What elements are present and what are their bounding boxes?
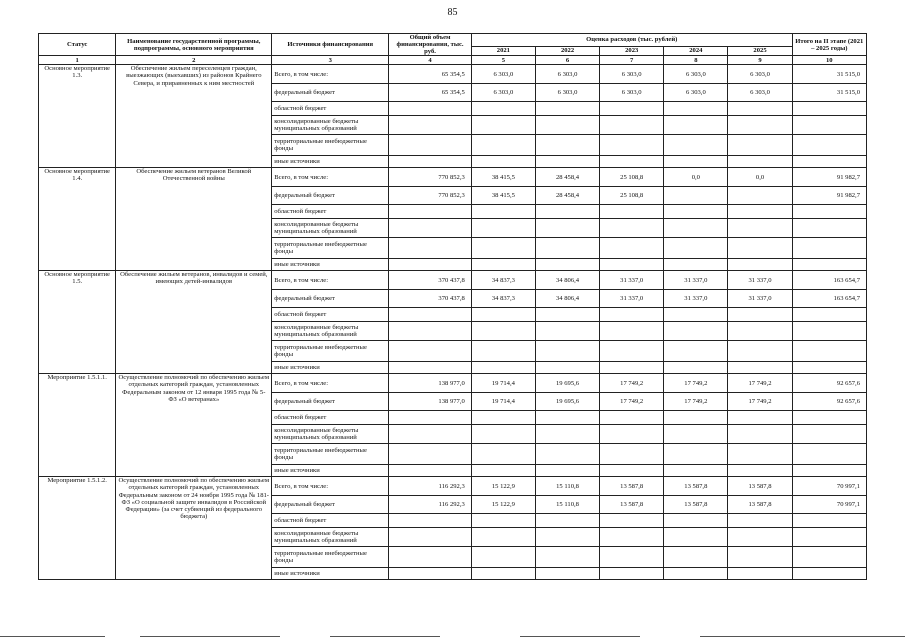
value-cell <box>664 547 728 568</box>
value-cell: 6 303,0 <box>471 84 535 102</box>
value-cell <box>471 238 535 259</box>
header-year: 2023 <box>600 46 664 56</box>
value-cell <box>728 411 792 425</box>
value-cell: 6 303,0 <box>471 65 535 84</box>
bottom-rule <box>700 636 905 637</box>
table-row <box>39 477 867 496</box>
source-label: территориальные внебюджетные фонды <box>272 238 389 259</box>
value-cell: 31 337,0 <box>664 290 728 308</box>
value-cell <box>792 362 866 374</box>
value-cell: 17 749,2 <box>600 393 664 411</box>
value-cell <box>664 238 728 259</box>
value-cell <box>535 238 599 259</box>
header-status: Статус <box>39 34 116 56</box>
value-cell <box>600 425 664 444</box>
header-year: 2024 <box>664 46 728 56</box>
value-cell <box>471 362 535 374</box>
value-cell: 6 303,0 <box>600 65 664 84</box>
source-label: Всего, в том числе: <box>272 168 389 187</box>
bottom-rule <box>520 636 640 637</box>
value-cell: 370 437,8 <box>389 290 471 308</box>
value-cell <box>389 411 471 425</box>
value-cell <box>664 411 728 425</box>
value-cell <box>728 322 792 341</box>
value-cell <box>792 102 866 116</box>
value-cell: 92 657,6 <box>792 393 866 411</box>
value-cell <box>728 187 792 205</box>
value-cell <box>792 411 866 425</box>
source-label: консолидированные бюджеты муниципальных образований <box>272 116 389 135</box>
column-number: 2 <box>116 56 272 65</box>
value-cell <box>600 444 664 465</box>
header-total: Общий объем финансирования, тыс. руб. <box>389 34 471 56</box>
value-cell: 17 749,2 <box>728 393 792 411</box>
source-label: консолидированные бюджеты муниципальных образований <box>272 425 389 444</box>
value-cell <box>728 568 792 580</box>
value-cell <box>389 219 471 238</box>
value-cell: 138 977,0 <box>389 393 471 411</box>
column-number: 3 <box>272 56 389 65</box>
value-cell <box>792 219 866 238</box>
column-number: 4 <box>389 56 471 65</box>
value-cell: 770 852,3 <box>389 168 471 187</box>
value-cell <box>389 547 471 568</box>
value-cell: 13 587,8 <box>728 477 792 496</box>
source-label: областной бюджет <box>272 514 389 528</box>
row-name: Обеспечение жильем переселенцев граждан, выезжающих (выехавших) из районов Крайнего Севера, и приравненных к ним местностей <box>116 65 272 168</box>
header-year: 2021 <box>471 46 535 56</box>
value-cell <box>535 322 599 341</box>
value-cell <box>600 219 664 238</box>
value-cell: 13 587,8 <box>728 496 792 514</box>
value-cell <box>471 568 535 580</box>
header-source: Источники финансирования <box>272 34 389 56</box>
bottom-rule <box>140 636 280 637</box>
value-cell <box>728 219 792 238</box>
column-number: 1 <box>39 56 116 65</box>
value-cell <box>728 444 792 465</box>
value-cell <box>535 116 599 135</box>
value-cell: 163 654,7 <box>792 271 866 290</box>
value-cell <box>389 308 471 322</box>
value-cell <box>600 514 664 528</box>
budget-table <box>38 33 867 580</box>
value-cell <box>600 205 664 219</box>
value-cell <box>792 425 866 444</box>
value-cell <box>664 362 728 374</box>
value-cell <box>728 547 792 568</box>
value-cell <box>664 444 728 465</box>
table-row <box>39 374 867 393</box>
value-cell <box>535 341 599 362</box>
source-label: областной бюджет <box>272 102 389 116</box>
value-cell: 31 337,0 <box>728 290 792 308</box>
source-label: консолидированные бюджеты муниципальных образований <box>272 322 389 341</box>
value-cell <box>535 308 599 322</box>
source-label: территориальные внебюджетные фонды <box>272 547 389 568</box>
header-year: 2025 <box>728 46 792 56</box>
value-cell: 116 292,3 <box>389 496 471 514</box>
value-cell: 6 303,0 <box>664 65 728 84</box>
value-cell <box>389 362 471 374</box>
value-cell <box>664 259 728 271</box>
value-cell: 17 749,2 <box>664 393 728 411</box>
row-status: Мероприятие 1.5.1.2. <box>39 477 116 580</box>
table-header <box>39 34 867 65</box>
value-cell: 38 415,5 <box>471 187 535 205</box>
value-cell <box>664 308 728 322</box>
source-label: иные источники <box>272 156 389 168</box>
source-label: Всего, в том числе: <box>272 374 389 393</box>
value-cell: 13 587,8 <box>664 477 728 496</box>
row-name: Осуществление полномочий по обеспечению жильем отдельных категорий граждан, установленных Федеральным законом от 12 января 1995 года № 5-ФЗ «О ветеранах» <box>116 374 272 477</box>
value-cell <box>535 465 599 477</box>
source-label: областной бюджет <box>272 308 389 322</box>
value-cell <box>471 116 535 135</box>
value-cell <box>471 411 535 425</box>
value-cell <box>535 568 599 580</box>
value-cell: 15 110,8 <box>535 496 599 514</box>
value-cell <box>728 135 792 156</box>
value-cell: 15 110,8 <box>535 477 599 496</box>
value-cell: 6 303,0 <box>728 65 792 84</box>
value-cell <box>728 205 792 219</box>
value-cell <box>664 156 728 168</box>
value-cell: 65 354,5 <box>389 84 471 102</box>
value-cell: 92 657,6 <box>792 374 866 393</box>
row-status: Основное мероприятие 1.5. <box>39 271 116 374</box>
value-cell <box>389 205 471 219</box>
value-cell <box>471 341 535 362</box>
value-cell: 91 982,7 <box>792 168 866 187</box>
value-cell <box>792 135 866 156</box>
row-status: Основное мероприятие 1.4. <box>39 168 116 271</box>
value-cell <box>535 362 599 374</box>
value-cell <box>728 259 792 271</box>
value-cell: 163 654,7 <box>792 290 866 308</box>
value-cell <box>389 156 471 168</box>
value-cell: 6 303,0 <box>728 84 792 102</box>
source-label: территориальные внебюджетные фонды <box>272 341 389 362</box>
value-cell <box>664 135 728 156</box>
value-cell <box>471 205 535 219</box>
value-cell <box>535 102 599 116</box>
value-cell <box>792 322 866 341</box>
value-cell: 19 695,6 <box>535 393 599 411</box>
value-cell <box>664 322 728 341</box>
source-label: федеральный бюджет <box>272 393 389 411</box>
value-cell: 19 695,6 <box>535 374 599 393</box>
value-cell <box>600 308 664 322</box>
source-label: иные источники <box>272 568 389 580</box>
source-label: Всего, в том числе: <box>272 271 389 290</box>
value-cell <box>792 514 866 528</box>
value-cell <box>600 322 664 341</box>
value-cell: 34 837,3 <box>471 271 535 290</box>
value-cell <box>471 259 535 271</box>
source-label: федеральный бюджет <box>272 290 389 308</box>
value-cell <box>664 465 728 477</box>
value-cell: 70 997,1 <box>792 477 866 496</box>
bottom-rule <box>330 636 440 637</box>
header-estimate: Оценка расходов (тыс. рублей) <box>471 34 792 47</box>
value-cell <box>389 116 471 135</box>
value-cell: 0,0 <box>728 168 792 187</box>
value-cell <box>792 259 866 271</box>
row-name: Обеспечение жильем ветеранов, инвалидов и семей, имеющих детей-инвалидов <box>116 271 272 374</box>
value-cell <box>471 156 535 168</box>
value-cell <box>389 259 471 271</box>
value-cell <box>664 341 728 362</box>
value-cell: 70 997,1 <box>792 496 866 514</box>
value-cell <box>389 528 471 547</box>
value-cell <box>728 156 792 168</box>
value-cell <box>792 308 866 322</box>
value-cell <box>600 568 664 580</box>
value-cell <box>471 528 535 547</box>
value-cell <box>792 205 866 219</box>
source-label: федеральный бюджет <box>272 496 389 514</box>
value-cell <box>535 219 599 238</box>
value-cell <box>600 102 664 116</box>
source-label: консолидированные бюджеты муниципальных образований <box>272 528 389 547</box>
value-cell <box>389 135 471 156</box>
value-cell <box>728 514 792 528</box>
source-label: иные источники <box>272 465 389 477</box>
value-cell <box>389 425 471 444</box>
value-cell: 91 982,7 <box>792 187 866 205</box>
value-cell <box>389 341 471 362</box>
value-cell <box>389 238 471 259</box>
value-cell <box>792 528 866 547</box>
source-label: Всего, в том числе: <box>272 477 389 496</box>
value-cell <box>471 135 535 156</box>
value-cell: 28 458,4 <box>535 187 599 205</box>
value-cell <box>728 341 792 362</box>
column-number: 7 <box>600 56 664 65</box>
value-cell <box>792 465 866 477</box>
value-cell <box>792 156 866 168</box>
value-cell <box>728 116 792 135</box>
value-cell <box>389 514 471 528</box>
value-cell <box>535 425 599 444</box>
column-number: 8 <box>664 56 728 65</box>
value-cell <box>389 465 471 477</box>
value-cell <box>389 568 471 580</box>
row-name: Обеспечение жильем ветеранов Великой Отечественной войны <box>116 168 272 271</box>
value-cell <box>471 425 535 444</box>
value-cell: 15 122,9 <box>471 477 535 496</box>
value-cell <box>389 322 471 341</box>
value-cell <box>664 205 728 219</box>
value-cell <box>600 341 664 362</box>
value-cell <box>600 547 664 568</box>
value-cell <box>600 116 664 135</box>
value-cell <box>664 116 728 135</box>
value-cell <box>728 102 792 116</box>
value-cell <box>664 102 728 116</box>
value-cell <box>535 514 599 528</box>
value-cell <box>600 465 664 477</box>
header-stage-total: Итого на II этапе (2021 – 2025 годы) <box>792 34 866 56</box>
source-label: территориальные внебюджетные фонды <box>272 444 389 465</box>
value-cell: 34 837,3 <box>471 290 535 308</box>
row-name: Осуществление полномочий по обеспечению жильем отдельных категорий граждан, установленных Федеральным законом от 24 ноября 1995 года № 181-ФЗ «О социальной защите инвалидов в Российской Федерации» (за счет субвенций из федерального бюджета) <box>116 477 272 580</box>
source-label: иные источники <box>272 362 389 374</box>
value-cell: 31 515,0 <box>792 84 866 102</box>
value-cell: 6 303,0 <box>600 84 664 102</box>
value-cell: 31 515,0 <box>792 65 866 84</box>
value-cell: 31 337,0 <box>600 290 664 308</box>
value-cell <box>664 514 728 528</box>
value-cell <box>471 308 535 322</box>
value-cell: 116 292,3 <box>389 477 471 496</box>
value-cell <box>792 341 866 362</box>
value-cell <box>600 156 664 168</box>
value-cell: 17 749,2 <box>728 374 792 393</box>
page-number: 85 <box>447 7 458 18</box>
column-number: 5 <box>471 56 535 65</box>
source-label: иные источники <box>272 259 389 271</box>
value-cell <box>792 238 866 259</box>
value-cell: 38 415,5 <box>471 168 535 187</box>
value-cell <box>535 135 599 156</box>
source-label: федеральный бюджет <box>272 187 389 205</box>
value-cell <box>471 444 535 465</box>
value-cell <box>600 259 664 271</box>
column-number: 9 <box>728 56 792 65</box>
value-cell <box>792 116 866 135</box>
column-number-row <box>39 56 867 65</box>
value-cell <box>535 205 599 219</box>
value-cell <box>389 102 471 116</box>
value-cell: 13 587,8 <box>600 477 664 496</box>
value-cell: 25 108,8 <box>600 187 664 205</box>
value-cell <box>535 259 599 271</box>
column-number: 10 <box>792 56 866 65</box>
value-cell <box>728 362 792 374</box>
value-cell <box>535 444 599 465</box>
value-cell: 19 714,4 <box>471 374 535 393</box>
value-cell <box>664 568 728 580</box>
value-cell: 31 337,0 <box>664 271 728 290</box>
value-cell <box>728 465 792 477</box>
value-cell <box>792 568 866 580</box>
value-cell: 6 303,0 <box>535 84 599 102</box>
value-cell: 34 806,4 <box>535 271 599 290</box>
value-cell: 13 587,8 <box>600 496 664 514</box>
source-label: областной бюджет <box>272 205 389 219</box>
source-label: областной бюджет <box>272 411 389 425</box>
value-cell: 370 437,8 <box>389 271 471 290</box>
value-cell: 770 852,3 <box>389 187 471 205</box>
value-cell <box>728 425 792 444</box>
value-cell <box>535 528 599 547</box>
source-label: территориальные внебюджетные фонды <box>272 135 389 156</box>
source-label: Всего, в том числе: <box>272 65 389 84</box>
header-year: 2022 <box>535 46 599 56</box>
value-cell: 25 108,8 <box>600 168 664 187</box>
row-status: Основное мероприятие 1.3. <box>39 65 116 168</box>
value-cell <box>600 362 664 374</box>
value-cell <box>600 411 664 425</box>
header-name: Наименование государственной программы, подпрограммы, основного мероприятия <box>116 34 272 56</box>
value-cell <box>792 547 866 568</box>
value-cell <box>600 135 664 156</box>
value-cell: 6 303,0 <box>535 65 599 84</box>
value-cell: 0,0 <box>664 168 728 187</box>
value-cell <box>600 238 664 259</box>
source-label: консолидированные бюджеты муниципальных образований <box>272 219 389 238</box>
value-cell <box>600 528 664 547</box>
value-cell <box>728 238 792 259</box>
value-cell: 17 749,2 <box>600 374 664 393</box>
value-cell <box>792 444 866 465</box>
value-cell <box>535 547 599 568</box>
value-cell: 31 337,0 <box>600 271 664 290</box>
value-cell <box>471 219 535 238</box>
value-cell <box>389 444 471 465</box>
value-cell <box>471 514 535 528</box>
value-cell: 138 977,0 <box>389 374 471 393</box>
value-cell: 15 122,9 <box>471 496 535 514</box>
value-cell <box>535 156 599 168</box>
value-cell: 28 458,4 <box>535 168 599 187</box>
value-cell: 13 587,8 <box>664 496 728 514</box>
value-cell: 17 749,2 <box>664 374 728 393</box>
value-cell <box>664 528 728 547</box>
value-cell: 6 303,0 <box>664 84 728 102</box>
table-row <box>39 65 867 84</box>
value-cell <box>471 547 535 568</box>
value-cell: 31 337,0 <box>728 271 792 290</box>
row-status: Мероприятие 1.5.1.1. <box>39 374 116 477</box>
value-cell <box>664 425 728 444</box>
source-label: федеральный бюджет <box>272 84 389 102</box>
value-cell <box>728 528 792 547</box>
table-row <box>39 271 867 290</box>
value-cell <box>664 219 728 238</box>
column-number: 6 <box>535 56 599 65</box>
value-cell <box>664 187 728 205</box>
table-body <box>39 65 867 580</box>
value-cell: 19 714,4 <box>471 393 535 411</box>
bottom-rule <box>0 636 105 637</box>
value-cell <box>471 465 535 477</box>
value-cell <box>535 411 599 425</box>
value-cell <box>728 308 792 322</box>
value-cell <box>471 102 535 116</box>
value-cell: 34 806,4 <box>535 290 599 308</box>
table-row <box>39 168 867 187</box>
value-cell: 65 354,5 <box>389 65 471 84</box>
value-cell <box>471 322 535 341</box>
